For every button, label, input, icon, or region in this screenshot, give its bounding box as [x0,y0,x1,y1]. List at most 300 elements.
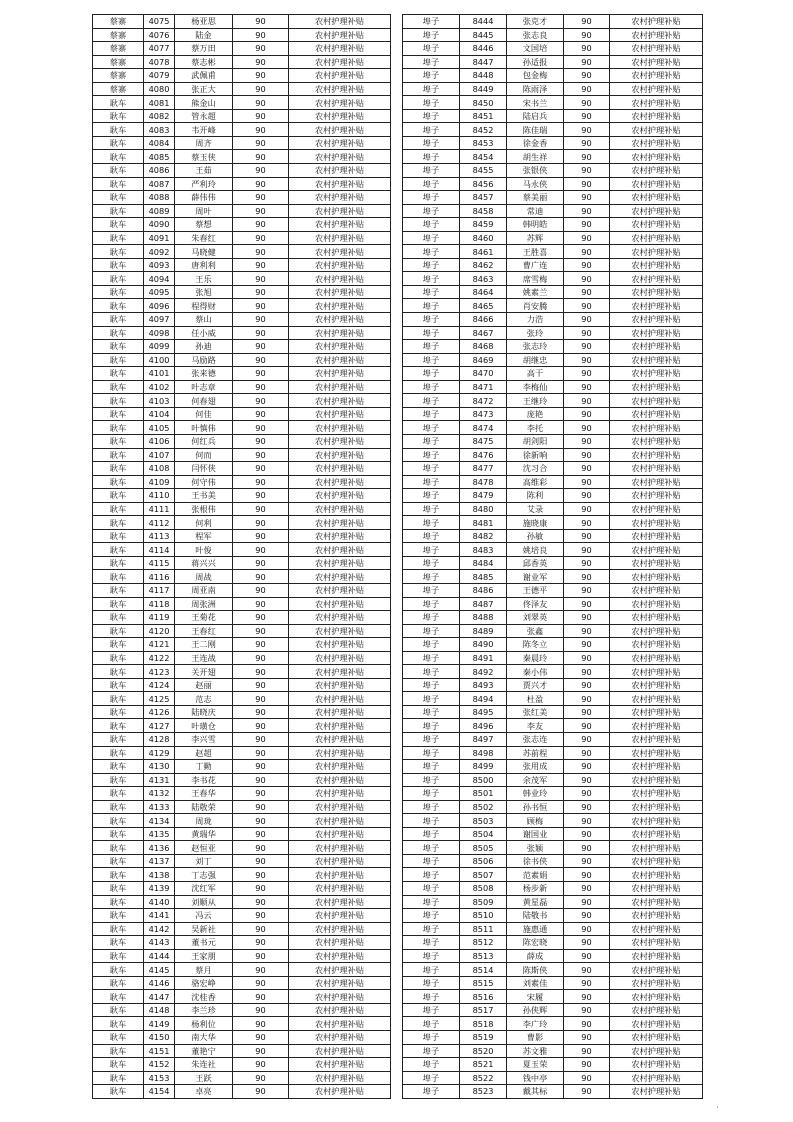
township-cell: 耿车 [93,475,144,489]
person-name-cell: 王跃 [175,1071,233,1085]
amount-cell: 90 [564,55,610,69]
amount-cell: 90 [564,285,610,299]
township-cell: 耿车 [93,760,144,774]
subsidy-type-cell: 农村护理补贴 [289,502,391,516]
person-name-cell: 冯云 [175,909,233,923]
subsidy-type-cell: 农村护理补贴 [610,1044,703,1058]
person-name-cell: 孙迪 [175,340,233,354]
amount-cell: 90 [564,868,610,882]
township-cell: 埠子 [403,597,460,611]
table-row [403,583,703,597]
table-row [403,123,703,137]
subsidy-type-cell: 农村护理补贴 [610,367,703,381]
township-cell: 埠子 [403,1071,460,1085]
serial-number-cell: 4123 [144,665,175,679]
person-name-cell: 何守伟 [175,475,233,489]
table-row [93,367,391,381]
subsidy-type-cell: 农村护理补贴 [289,1058,391,1072]
table-row [93,651,391,665]
person-name-cell: 孙侠辉 [507,1003,564,1017]
subsidy-type-cell: 农村护理补贴 [289,462,391,476]
township-cell: 埠子 [403,732,460,746]
subsidy-type-cell: 农村护理补贴 [610,42,703,56]
table-row [93,976,391,990]
person-name-cell: 谢国业 [507,827,564,841]
table-row [403,882,703,896]
serial-number-cell: 8458 [460,204,507,218]
serial-number-cell: 8498 [460,746,507,760]
person-name-cell: 蔡月 [175,963,233,977]
serial-number-cell: 8488 [460,611,507,625]
township-cell: 埠子 [403,231,460,245]
serial-number-cell: 8520 [460,1044,507,1058]
serial-number-cell: 8522 [460,1071,507,1085]
serial-number-cell: 8509 [460,895,507,909]
subsidy-type-cell: 农村护理补贴 [610,434,703,448]
amount-cell: 90 [233,1071,289,1085]
person-name-cell: 骆宏峥 [175,976,233,990]
table-row [403,96,703,110]
subsidy-type-cell: 农村护理补贴 [289,136,391,150]
table-row [403,760,703,774]
serial-number-cell: 8485 [460,570,507,584]
serial-number-cell: 4086 [144,164,175,178]
table-row [403,543,703,557]
township-cell: 蔡寨 [93,55,144,69]
serial-number-cell: 4146 [144,976,175,990]
serial-number-cell: 4113 [144,529,175,543]
amount-cell: 90 [233,705,289,719]
subsidy-type-cell: 农村护理补贴 [289,678,391,692]
subsidy-type-cell: 农村护理补贴 [610,773,703,787]
township-cell: 埠子 [403,543,460,557]
township-cell: 耿车 [93,258,144,272]
amount-cell: 90 [233,1003,289,1017]
serial-number-cell: 8463 [460,272,507,286]
person-name-cell: 高维彩 [507,475,564,489]
amount-cell: 90 [564,475,610,489]
person-name-cell: 佟泽友 [507,597,564,611]
township-cell: 耿车 [93,421,144,435]
subsidy-type-cell: 农村护理补贴 [289,787,391,801]
subsidy-type-cell: 农村护理补贴 [610,1085,703,1099]
township-cell: 埠子 [403,489,460,503]
table-row [93,868,391,882]
table-row [403,841,703,855]
subsidy-type-cell: 农村护理补贴 [610,502,703,516]
table-row [93,191,391,205]
amount-cell: 90 [564,177,610,191]
table-row [403,462,703,476]
person-name-cell: 薛伟伟 [175,191,233,205]
person-name-cell: 陈佳瑞 [507,123,564,137]
serial-number-cell: 8506 [460,854,507,868]
township-cell: 埠子 [403,258,460,272]
amount-cell: 90 [564,353,610,367]
amount-cell: 90 [564,827,610,841]
serial-number-cell: 4111 [144,502,175,516]
township-cell: 耿车 [93,1071,144,1085]
subsidy-type-cell: 农村护理补贴 [289,394,391,408]
serial-number-cell: 8473 [460,407,507,421]
amount-cell: 90 [564,136,610,150]
township-cell: 耿车 [93,773,144,787]
table-row [403,1071,703,1085]
table-row [93,665,391,679]
subsidy-type-cell: 农村护理补贴 [610,218,703,232]
amount-cell: 90 [233,448,289,462]
subsidy-type-cell: 农村护理补贴 [289,191,391,205]
person-name-cell: 王家朋 [175,949,233,963]
township-cell: 埠子 [403,245,460,259]
subsidy-type-cell: 农村护理补贴 [289,489,391,503]
subsidy-type-cell: 农村护理补贴 [289,746,391,760]
subsidy-type-cell: 农村护理补贴 [610,109,703,123]
amount-cell: 90 [233,407,289,421]
subsidy-type-cell: 农村护理补贴 [289,516,391,530]
subsidy-type-cell: 农村护理补贴 [289,583,391,597]
subsidy-type-cell: 农村护理补贴 [289,556,391,570]
person-name-cell: 李梅仙 [507,380,564,394]
person-name-cell: 陈斯侠 [507,963,564,977]
person-name-cell: 戴其标 [507,1085,564,1099]
person-name-cell: 余茂军 [507,773,564,787]
amount-cell: 90 [564,976,610,990]
subsidy-type-cell: 农村护理补贴 [289,597,391,611]
serial-number-cell: 4144 [144,949,175,963]
serial-number-cell: 8487 [460,597,507,611]
subsidy-type-cell: 农村护理补贴 [289,638,391,652]
person-name-cell: 高干 [507,367,564,381]
township-cell: 埠子 [403,136,460,150]
serial-number-cell: 4127 [144,719,175,733]
township-cell: 埠子 [403,760,460,774]
table-row [403,191,703,205]
person-name-cell: 蔡山 [175,313,233,327]
amount-cell: 90 [233,597,289,611]
amount-cell: 90 [564,570,610,584]
person-name-cell: 顾梅 [507,814,564,828]
serial-number-cell: 4109 [144,475,175,489]
serial-number-cell: 8464 [460,285,507,299]
person-name-cell: 刘翠英 [507,611,564,625]
serial-number-cell: 4090 [144,218,175,232]
subsidy-type-cell: 农村护理补贴 [610,787,703,801]
serial-number-cell: 8457 [460,191,507,205]
person-name-cell: 张克才 [507,15,564,29]
table-row [403,258,703,272]
serial-number-cell: 8521 [460,1058,507,1072]
subsidy-type-cell: 农村护理补贴 [289,1017,391,1031]
serial-number-cell: 4081 [144,96,175,110]
table-row [403,516,703,530]
serial-number-cell: 8484 [460,556,507,570]
amount-cell: 90 [233,394,289,408]
person-name-cell: 胡生祥 [507,150,564,164]
person-name-cell: 孙适报 [507,55,564,69]
person-name-cell: 黄瑞华 [175,827,233,841]
person-name-cell: 文国培 [507,42,564,56]
amount-cell: 90 [564,367,610,381]
table-row [93,922,391,936]
township-cell: 埠子 [403,678,460,692]
person-name-cell: 朱连社 [175,1058,233,1072]
subsidy-type-cell: 农村护理补贴 [289,28,391,42]
subsidy-type-cell: 农村护理补贴 [610,529,703,543]
person-name-cell: 何利 [175,516,233,530]
table-row [93,719,391,733]
township-cell: 蔡寨 [93,42,144,56]
amount-cell: 90 [564,434,610,448]
table-row [403,638,703,652]
subsidy-type-cell: 农村护理补贴 [610,285,703,299]
township-cell: 埠子 [403,109,460,123]
subsidy-type-cell: 农村护理补贴 [289,326,391,340]
amount-cell: 90 [564,732,610,746]
township-cell: 埠子 [403,272,460,286]
table-row [403,597,703,611]
amount-cell: 90 [564,895,610,909]
subsidy-type-cell: 农村护理补贴 [610,340,703,354]
subsidy-type-cell: 农村护理补贴 [289,611,391,625]
township-cell: 耿车 [93,922,144,936]
township-cell: 埠子 [403,665,460,679]
subsidy-type-cell: 农村护理补贴 [610,204,703,218]
amount-cell: 90 [233,299,289,313]
subsidy-type-cell: 农村护理补贴 [610,407,703,421]
amount-cell: 90 [564,380,610,394]
serial-number-cell: 8465 [460,299,507,313]
table-row [403,787,703,801]
table-row [93,380,391,394]
serial-number-cell: 4122 [144,651,175,665]
person-name-cell: 陆启兵 [507,109,564,123]
serial-number-cell: 8495 [460,705,507,719]
table-row [403,963,703,977]
township-cell: 耿车 [93,827,144,841]
table-row [403,245,703,259]
township-cell: 埠子 [403,1085,460,1099]
subsidy-type-cell: 农村护理补贴 [610,96,703,110]
serial-number-cell: 8474 [460,421,507,435]
township-cell: 耿车 [93,353,144,367]
person-name-cell: 王继玲 [507,394,564,408]
amount-cell: 90 [564,529,610,543]
person-name-cell: 韩明皓 [507,218,564,232]
subsidy-type-cell: 农村护理补贴 [289,434,391,448]
table-row [93,705,391,719]
amount-cell: 90 [233,123,289,137]
amount-cell: 90 [233,1058,289,1072]
township-cell: 耿车 [93,854,144,868]
amount-cell: 90 [564,516,610,530]
person-name-cell: 沈习合 [507,462,564,476]
serial-number-cell: 4154 [144,1085,175,1099]
serial-number-cell: 8476 [460,448,507,462]
township-cell: 埠子 [403,326,460,340]
table-row [93,421,391,435]
person-name-cell: 卓亮 [175,1085,233,1099]
person-name-cell: 谢业军 [507,570,564,584]
amount-cell: 90 [564,909,610,923]
serial-number-cell: 8511 [460,922,507,936]
serial-number-cell: 4134 [144,814,175,828]
subsidy-type-cell: 农村护理补贴 [289,15,391,29]
township-cell: 埠子 [403,746,460,760]
serial-number-cell: 8479 [460,489,507,503]
amount-cell: 90 [564,150,610,164]
amount-cell: 90 [564,882,610,896]
amount-cell: 90 [564,800,610,814]
table-row [403,285,703,299]
table-row [403,218,703,232]
person-name-cell: 周叶 [175,204,233,218]
table-row [93,150,391,164]
subsidy-type-cell: 农村护理补贴 [289,1044,391,1058]
table-row [403,407,703,421]
person-name-cell: 王连战 [175,651,233,665]
subsidy-type-cell: 农村护理补贴 [289,123,391,137]
serial-number-cell: 4101 [144,367,175,381]
person-name-cell: 胡剑阳 [507,434,564,448]
amount-cell: 90 [233,854,289,868]
subsidy-type-cell: 农村护理补贴 [289,299,391,313]
person-name-cell: 沈桂香 [175,990,233,1004]
subsidy-type-cell: 农村护理补贴 [610,949,703,963]
serial-number-cell: 8481 [460,516,507,530]
person-name-cell: 沈红军 [175,882,233,896]
person-name-cell: 蔡志彬 [175,55,233,69]
table-row [403,692,703,706]
subsidy-type-cell: 农村护理补贴 [610,719,703,733]
person-name-cell: 宋履 [507,990,564,1004]
person-name-cell: 马永侠 [507,177,564,191]
township-cell: 埠子 [403,895,460,909]
person-name-cell: 韩业玲 [507,787,564,801]
township-cell: 耿车 [93,787,144,801]
subsidy-type-cell: 农村护理补贴 [289,800,391,814]
township-cell: 埠子 [403,164,460,178]
person-name-cell: 范志 [175,692,233,706]
person-name-cell: 苏文雅 [507,1044,564,1058]
person-name-cell: 韦开峰 [175,123,233,137]
amount-cell: 90 [233,787,289,801]
table-row [403,719,703,733]
person-name-cell: 张志连 [507,732,564,746]
township-cell: 埠子 [403,475,460,489]
table-row [93,1071,391,1085]
township-cell: 耿车 [93,529,144,543]
subsidy-type-cell: 农村护理补贴 [289,570,391,584]
subsidy-type-cell: 农村护理补贴 [289,272,391,286]
table-row [93,909,391,923]
subsidy-type-cell: 农村护理补贴 [610,882,703,896]
table-row [93,827,391,841]
person-name-cell: 曹影 [507,1031,564,1045]
township-cell: 耿车 [93,678,144,692]
amount-cell: 90 [233,502,289,516]
subsidy-type-cell: 农村护理补贴 [289,543,391,557]
person-name-cell: 徐新响 [507,448,564,462]
subsidy-type-cell: 农村护理补贴 [610,245,703,259]
table-row [93,326,391,340]
table-row [93,109,391,123]
table-row [93,15,391,29]
subsidy-type-cell: 农村护理补贴 [610,611,703,625]
serial-number-cell: 4129 [144,746,175,760]
amount-cell: 90 [233,82,289,96]
amount-cell: 90 [564,692,610,706]
table-row [403,299,703,313]
amount-cell: 90 [564,28,610,42]
table-row [93,462,391,476]
amount-cell: 90 [233,28,289,42]
table-row [403,394,703,408]
serial-number-cell: 8504 [460,827,507,841]
subsidy-type-cell: 农村护理补贴 [610,15,703,29]
serial-number-cell: 8449 [460,82,507,96]
serial-number-cell: 8491 [460,651,507,665]
township-cell: 埠子 [403,421,460,435]
serial-number-cell: 8466 [460,313,507,327]
amount-cell: 90 [564,15,610,29]
table-row [403,353,703,367]
township-cell: 耿车 [93,1044,144,1058]
amount-cell: 90 [233,773,289,787]
person-name-cell: 叶志章 [175,380,233,394]
amount-cell: 90 [233,922,289,936]
table-row [93,164,391,178]
amount-cell: 90 [233,868,289,882]
serial-number-cell: 4116 [144,570,175,584]
township-cell: 埠子 [403,380,460,394]
table-row [93,434,391,448]
township-cell: 耿车 [93,611,144,625]
township-cell: 埠子 [403,1017,460,1031]
serial-number-cell: 4132 [144,787,175,801]
subsidy-type-cell: 农村护理补贴 [610,556,703,570]
person-name-cell: 程得财 [175,299,233,313]
subsidy-type-cell: 农村护理补贴 [610,55,703,69]
subsidy-type-cell: 农村护理补贴 [610,177,703,191]
person-name-cell: 赵超 [175,746,233,760]
person-name-cell: 秦晨玲 [507,651,564,665]
person-name-cell: 常迪 [507,204,564,218]
subsidy-type-cell: 农村护理补贴 [610,638,703,652]
amount-cell: 90 [233,1031,289,1045]
person-name-cell: 任小威 [175,326,233,340]
table-row [93,760,391,774]
serial-number-cell: 8518 [460,1017,507,1031]
amount-cell: 90 [564,760,610,774]
serial-number-cell: 4140 [144,895,175,909]
person-name-cell: 关开翅 [175,665,233,679]
township-cell: 耿车 [93,719,144,733]
person-name-cell: 周齐 [175,136,233,150]
serial-number-cell: 8483 [460,543,507,557]
subsidy-type-cell: 农村护理补贴 [610,231,703,245]
amount-cell: 90 [233,55,289,69]
serial-number-cell: 8455 [460,164,507,178]
township-cell: 埠子 [403,611,460,625]
person-name-cell: 杜盈 [507,692,564,706]
serial-number-cell: 8486 [460,583,507,597]
serial-number-cell: 4124 [144,678,175,692]
serial-number-cell: 4131 [144,773,175,787]
township-cell: 埠子 [403,638,460,652]
amount-cell: 90 [233,204,289,218]
amount-cell: 90 [233,760,289,774]
